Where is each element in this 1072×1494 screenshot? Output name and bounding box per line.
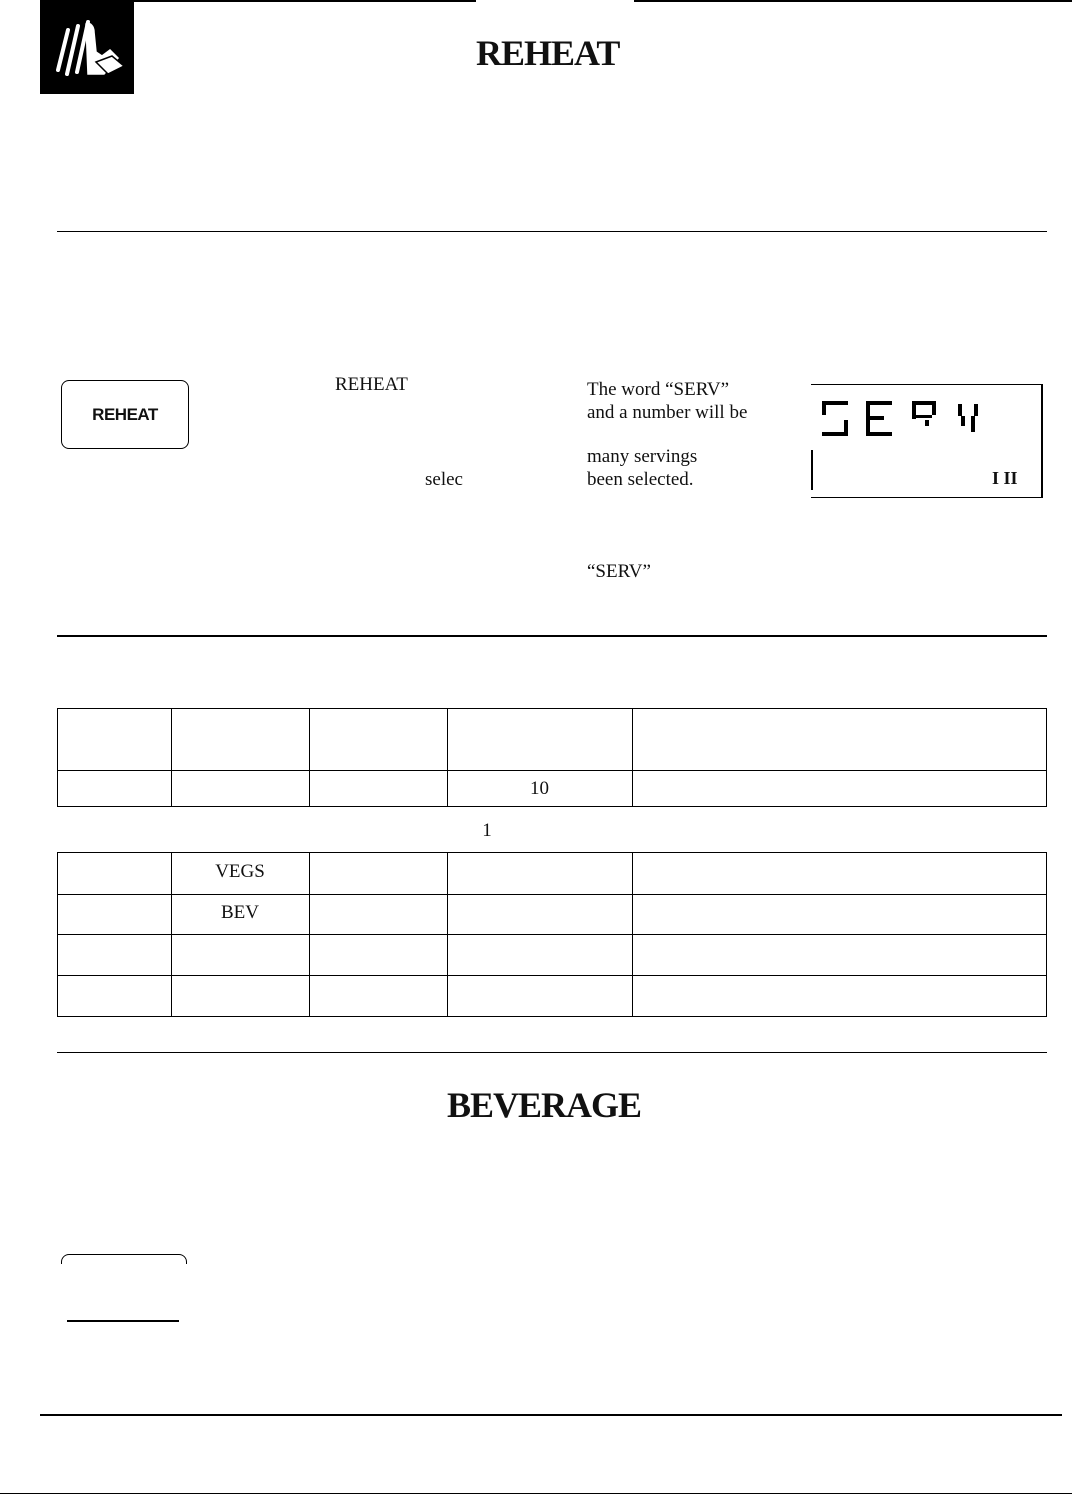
lcd-power-indicator: I II [992,468,1018,488]
section-divider-3 [57,1052,1047,1053]
section-divider-2 [57,635,1047,637]
reheat-button[interactable]: REHEAT [61,380,189,449]
table-row-label: BEV [221,902,259,923]
lcd-display [811,384,1042,498]
display-text-line2: and a number will be [587,402,748,423]
beverage-button[interactable] [61,1254,187,1324]
display-text-line3: many servings [587,446,698,467]
top-rule-right [634,0,1072,2]
step-keyword: REHEAT [335,374,408,395]
display-text-line4: been selected. [587,469,694,490]
hand-pressing-button-icon [40,0,134,94]
reheat-title: REHEAT [476,33,620,73]
table-separator-value: 1 [482,820,492,841]
display-text-line1: The word “SERV” [587,379,729,400]
serv-note: “SERV” [587,561,651,582]
table-row-label: VEGS [215,861,265,882]
step-select-fragment: selec [425,469,463,490]
beverage-title: BEVERAGE [447,1085,642,1125]
bottom-rule [40,1414,1062,1416]
table-cell-row1-value: 10 [530,778,549,799]
section-divider-1 [57,231,1047,232]
